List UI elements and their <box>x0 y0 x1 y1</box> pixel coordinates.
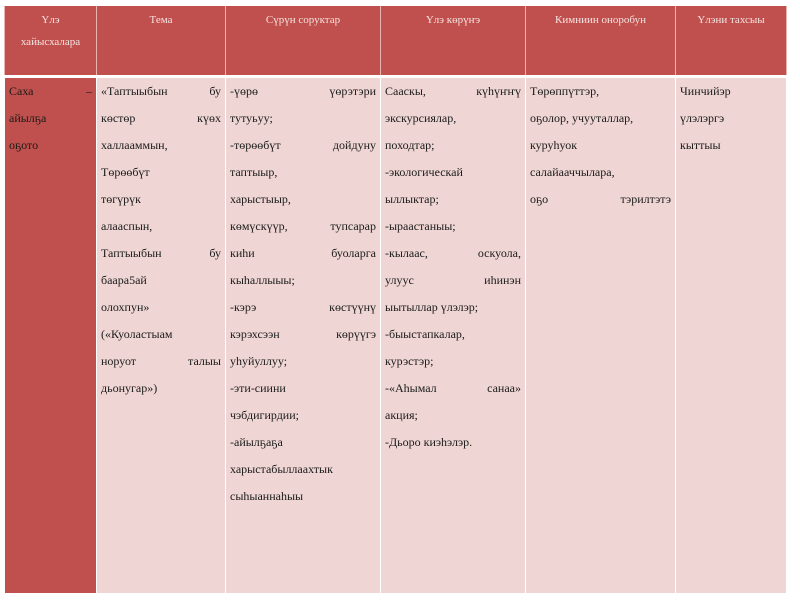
header-main-goals: Сүрүн соруктар <box>226 6 381 77</box>
work-plan-table <box>4 6 787 593</box>
cell-line: салайааччылара, <box>530 165 615 179</box>
cell-line: Сааскы, күһүҥҥү <box>385 84 521 98</box>
cell-line: айылҕа <box>9 111 47 125</box>
cell-line: «Таптыыбын бу <box>101 84 221 98</box>
header-work-direction-line1: Үлэ <box>41 14 60 26</box>
cell-line: олохпун» <box>101 300 150 314</box>
cell-line: норуот талыы <box>101 354 221 368</box>
cell-line: -кылаас, оскуола, <box>385 246 521 260</box>
cell-line: курэстэр; <box>385 354 434 368</box>
cell-line: куруһуок <box>530 138 578 152</box>
table-header-row <box>5 6 787 77</box>
cell-work-result <box>676 77 787 594</box>
cell-line: ыллыктар; <box>385 192 439 206</box>
cell-work-type <box>381 77 526 594</box>
cell-line: -ыраастаныы; <box>385 219 456 233</box>
cell-line: уһуйуллуу; <box>230 354 288 368</box>
cell-line: оҕолор, учууталлар, <box>530 111 634 125</box>
cell-line: көстөр күөх <box>101 111 221 125</box>
cell-line: ыытыллар үлэлэр; <box>385 300 479 314</box>
cell-line: Чинчийэр <box>680 84 731 98</box>
cell-line: харыстыыр, <box>230 192 291 206</box>
cell-line: киһи буоларга <box>230 246 376 260</box>
cell-line: -үөрө үөрэтэри <box>230 84 376 98</box>
cell-line: таптыыр, <box>230 165 278 179</box>
cell-line: төгүрүк <box>101 192 141 206</box>
cell-line: оҕо тэрилтэтэ <box>530 192 671 206</box>
cell-theme <box>97 77 226 594</box>
cell-line: үлэлэргэ <box>680 111 725 125</box>
cell-line: көмүскүүр, тупсарар <box>230 219 376 233</box>
table-row <box>5 77 787 594</box>
header-theme: Тема <box>97 6 226 77</box>
cell-line: Төрөөбүт <box>101 165 150 179</box>
cell-line: халлааммын, <box>101 138 168 152</box>
header-work-result: Үлэни тахсыы <box>676 6 787 77</box>
cell-line: Таптыыбын бу <box>101 246 221 260</box>
cell-line: кыһаллыыы; <box>230 273 295 287</box>
cell-line: -кэрэ көстүүнү <box>230 300 376 314</box>
cell-line: Төрөппүттэр, <box>530 84 600 98</box>
cell-line: кэрэхсээн көрүүгэ <box>230 327 376 341</box>
cell-line: -быыстапкалар, <box>385 327 465 341</box>
cell-line: -айылҕаҕа <box>230 435 283 449</box>
cell-line: улуус иһинэн <box>385 273 521 287</box>
cell-line: тутуьуу; <box>230 111 273 125</box>
cell-work-direction <box>5 77 97 594</box>
cell-line: кыттыы <box>680 138 721 152</box>
cell-line: дьонугар») <box>101 381 158 395</box>
cell-line: алааспын, <box>101 219 153 233</box>
cell-line: сыһыаннаһыы <box>230 489 304 503</box>
cell-line: -төрөөбүт дойдуну <box>230 138 376 152</box>
cell-main-goals <box>226 77 381 594</box>
cell-line: -экологическай <box>385 165 463 179</box>
cell-line: чэбдигирдии; <box>230 408 299 422</box>
header-work-direction <box>5 6 97 77</box>
cell-line: акция; <box>385 408 418 422</box>
cell-line: харыстабыллаахтык <box>230 462 333 476</box>
cell-line: Саха – <box>9 84 92 98</box>
cell-line: походтар; <box>385 138 435 152</box>
header-participants: Кимниин оноробун <box>526 6 676 77</box>
cell-participants <box>526 77 676 594</box>
header-work-type: Үлэ көрүҥэ <box>381 6 526 77</box>
cell-line: оҕото <box>9 138 39 152</box>
cell-line: («Куоластыам <box>101 327 173 341</box>
header-work-direction-line2: хайысхалара <box>20 36 81 48</box>
cell-line: экскурсиялар, <box>385 111 457 125</box>
cell-line: баара5ай <box>101 273 147 287</box>
cell-line: -«Аһымал санаа» <box>385 381 521 395</box>
cell-line: -эти-сиини <box>230 381 286 395</box>
cell-line: -Дьоро киэһэлэр. <box>385 435 473 449</box>
